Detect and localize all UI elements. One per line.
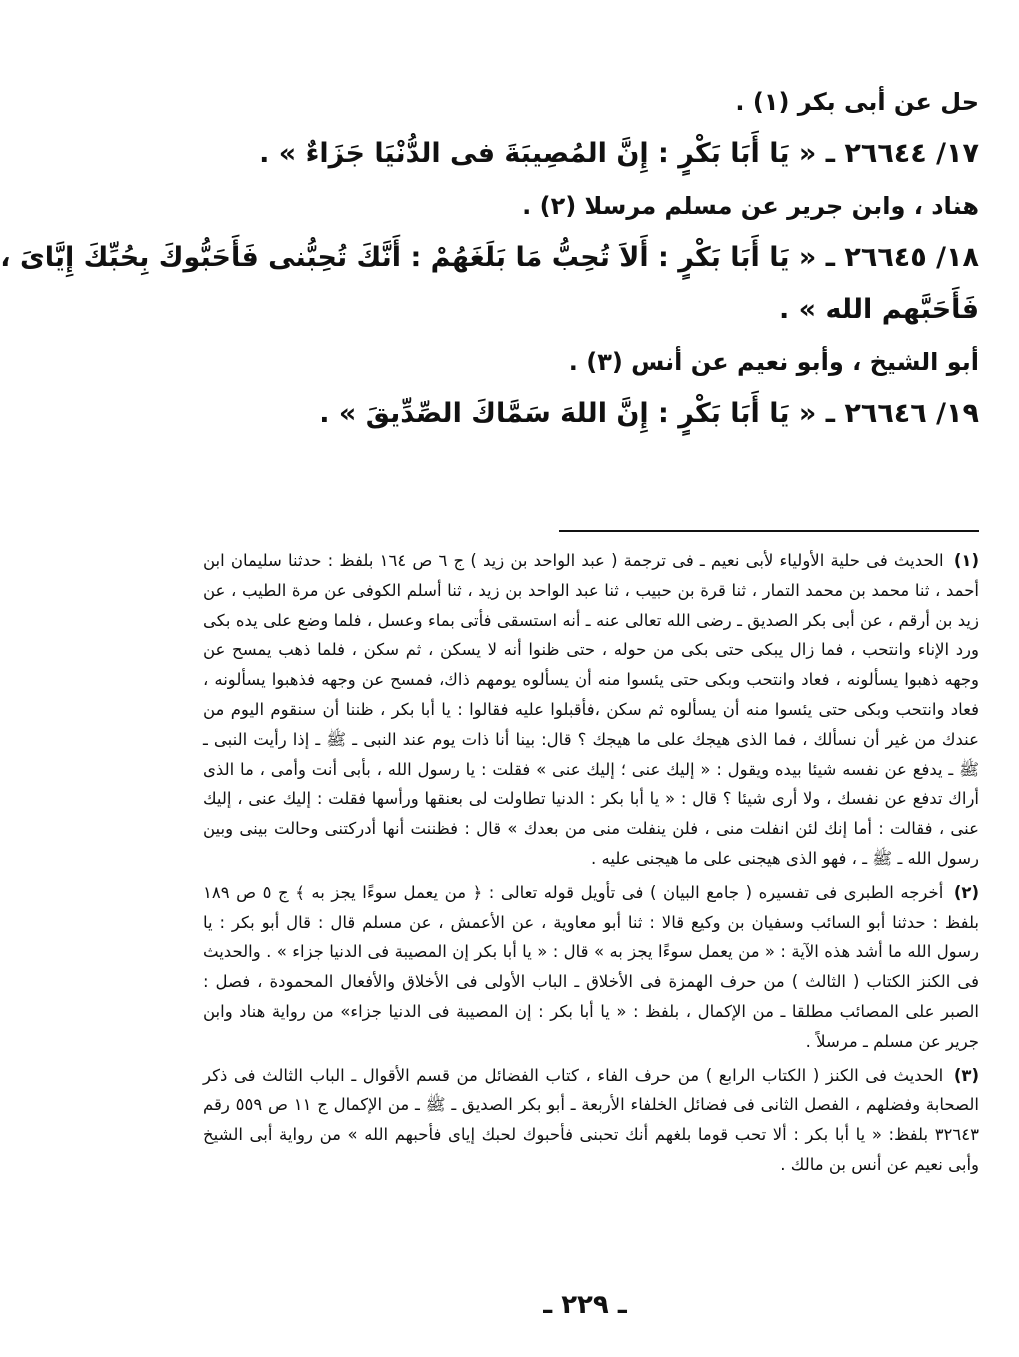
main-line-1: حل عن أبى بكر (١) .	[735, 88, 979, 116]
hadith-19: ١٩/ ٢٦٦٤٦ ـ « يَا أَبَا بَكْرٍ : إِنَّ اللهَ سَمَّاكَ الصِّدِّيقَ » .	[319, 398, 979, 429]
main-text	[0, 78, 979, 438]
footnote-1	[203, 546, 979, 874]
footnote-2-number: (٢)	[953, 882, 979, 902]
hadith-18: ١٨/ ٢٦٦٤٥ ـ « يَا أَبَا بَكْرٍ : أَلاَ تُحِبُّ مَا بَلَغَهُمْ : أَنَّكَ تُحِبُّنى فَأَحَبُّوكَ بِحُبِّكَ إِيَّاىَ ،	[0, 242, 979, 273]
footnote-1-number: (١)	[953, 551, 979, 570]
footnote-3	[203, 1061, 979, 1180]
main-line-6: أبو الشيخ ، وأبو نعيم عن أنس (٣) .	[568, 348, 979, 376]
main-line-3: هناد ، وابن جرير عن مسلم مرسلا (٢) .	[522, 192, 979, 220]
hadith-18-continued: فَأَحَبَّهم الله » .	[779, 294, 979, 325]
footnote-2-text: أخرجه الطبرى فى تفسيره ( جامع البيان ) فى تأويل قوله تعالى : ﴿ من يعمل سوءًا يجز به ﴾ ج ٥ ص ١٨٩ بلفظ : حدثنا أبو السائب وسفيان بن وكيع قالا : ثنا أبو معاوية ، عن الأعمش ، عن مسلم قال : قال أبو بكر : يا رسول الله ما أشد هذه الآية : « من يعمل سوءًا يجز به » قال : « يا أبا بكر إن المصيبة فى الدنيا جزاء » . والحديث فى الكنز الكتاب ( الثالث ) من حرف الهمزة فى الأخلاق ـ الباب الأولى فى الأخلاق والأفعال المحمودة ، فصل : الصبر على المصائب مطلقا ـ من الإكمال ، بلفظ : « يا أبا بكر : إن المصيبة فى الدنيا جزاء» من رواية هناد وابن جرير عن مسلم ـ مرسلاً .	[203, 882, 979, 1051]
footnote-3-number: (٣)	[953, 1065, 979, 1085]
hadith-17: ١٧/ ٢٦٦٤٤ ـ « يَا أَبَا بَكْرٍ : إِنَّ المُصِيبَةَ فى الدُّنْيَا جَزَاءٌ » .	[259, 138, 979, 169]
page-number: ـ ٢٢٩ ـ	[543, 1290, 627, 1320]
footnote-1-text: الحديث فى حلية الأولياء لأبى نعيم ـ فى ترجمة ( عبد الواحد بن زيد ) ج ٦ ص ١٦٤ بلفظ : حدثنا سليمان ابن أحمد ، ثنا محمد بن محمد التمار ، ثنا قرة بن حبيب ، ثنا عبد الواحد بن زيد ، ثنا أسلم الكوفى عن مرة الطيب ، عن زيد بن أرقم ، عن أبى بكر الصديق ـ رضى الله تعالى عنه ـ أنه استسقى فأتى بماء وعسل ، فلما وضع على يده بكى ورد الإناء وانتحب ، فما زال يبكى حتى بكى من حوله ، حتى ظنوا أنه لا يسكن ، ثم سكن ، فلما ذهب يمسح عن وجهه ذهبوا يسألونه ، فعاد وانتحب وبكى حتى يئسوا منه أن يسألوه يومهم ذاك، فمسح عن وجهه فذهبوا يسألونه ، فعاد وانتحب وبكى حتى يئسوا منه أن يسألوه ثم سكن ،فأقبلوا عليه فقالوا : يا أبا بكر ، ظننا أن سنقوم اليوم من عندك من غير أن نسألك ، فما الذى هيجك على ما هيجك ؟ قال: بينا أنا ذات يوم عند النبى ـ ﷺ ـ إذا رأيت النبى ـ ﷺ ـ يدفع عن نفسه شيئا بيده ويقول : « إليك عنى ؛ إليك عنى » فقلت : يا رسول الله ، بأبى أنت وأمى ، ما الذى أراك تدفع عن نفسك ، ولا أرى شيئا ؟ قال : « يا أبا بكر : الدنيا تطاولت لى بعنقها ورأسها فقلت : إليك عنى ، إليك عنى ، فقالت : أما إنك لئن انفلت منى ، فلن ينفلت منى من بعدك » قال : فظننت أنها أدركتنى وحالت بينى وبين رسول الله ـ ﷺ ـ ، فهو الذى هيجنى على ما هيجنى عليه .	[203, 551, 979, 868]
footnote-3-text: الحديث فى الكنز ( الكتاب الرابع ) من حرف الفاء ، كتاب الفضائل من قسم الأقوال ـ الباب الثالث فى ذكر الصحابة وفضلهم ، الفصل الثانى فى فضائل الخلفاء الأربعة ـ أبو بكر الصديق ـ ﷺ ـ من الإكمال ج ١١ ص ٥٥٩ رقم ٣٢٦٤٣ بلفظ: « يا أبا بكر : ألا تحب قوما بلغهم أنك تحبنى فأحبوك لحبك إياى فأحبهم الله » من رواية أبى الشيخ وأبى نعيم عن أنس بن مالك .	[203, 1065, 979, 1174]
footnote-2	[203, 878, 979, 1057]
footnote-separator	[559, 530, 979, 532]
footnotes	[203, 546, 979, 1184]
book-page	[0, 78, 979, 1174]
